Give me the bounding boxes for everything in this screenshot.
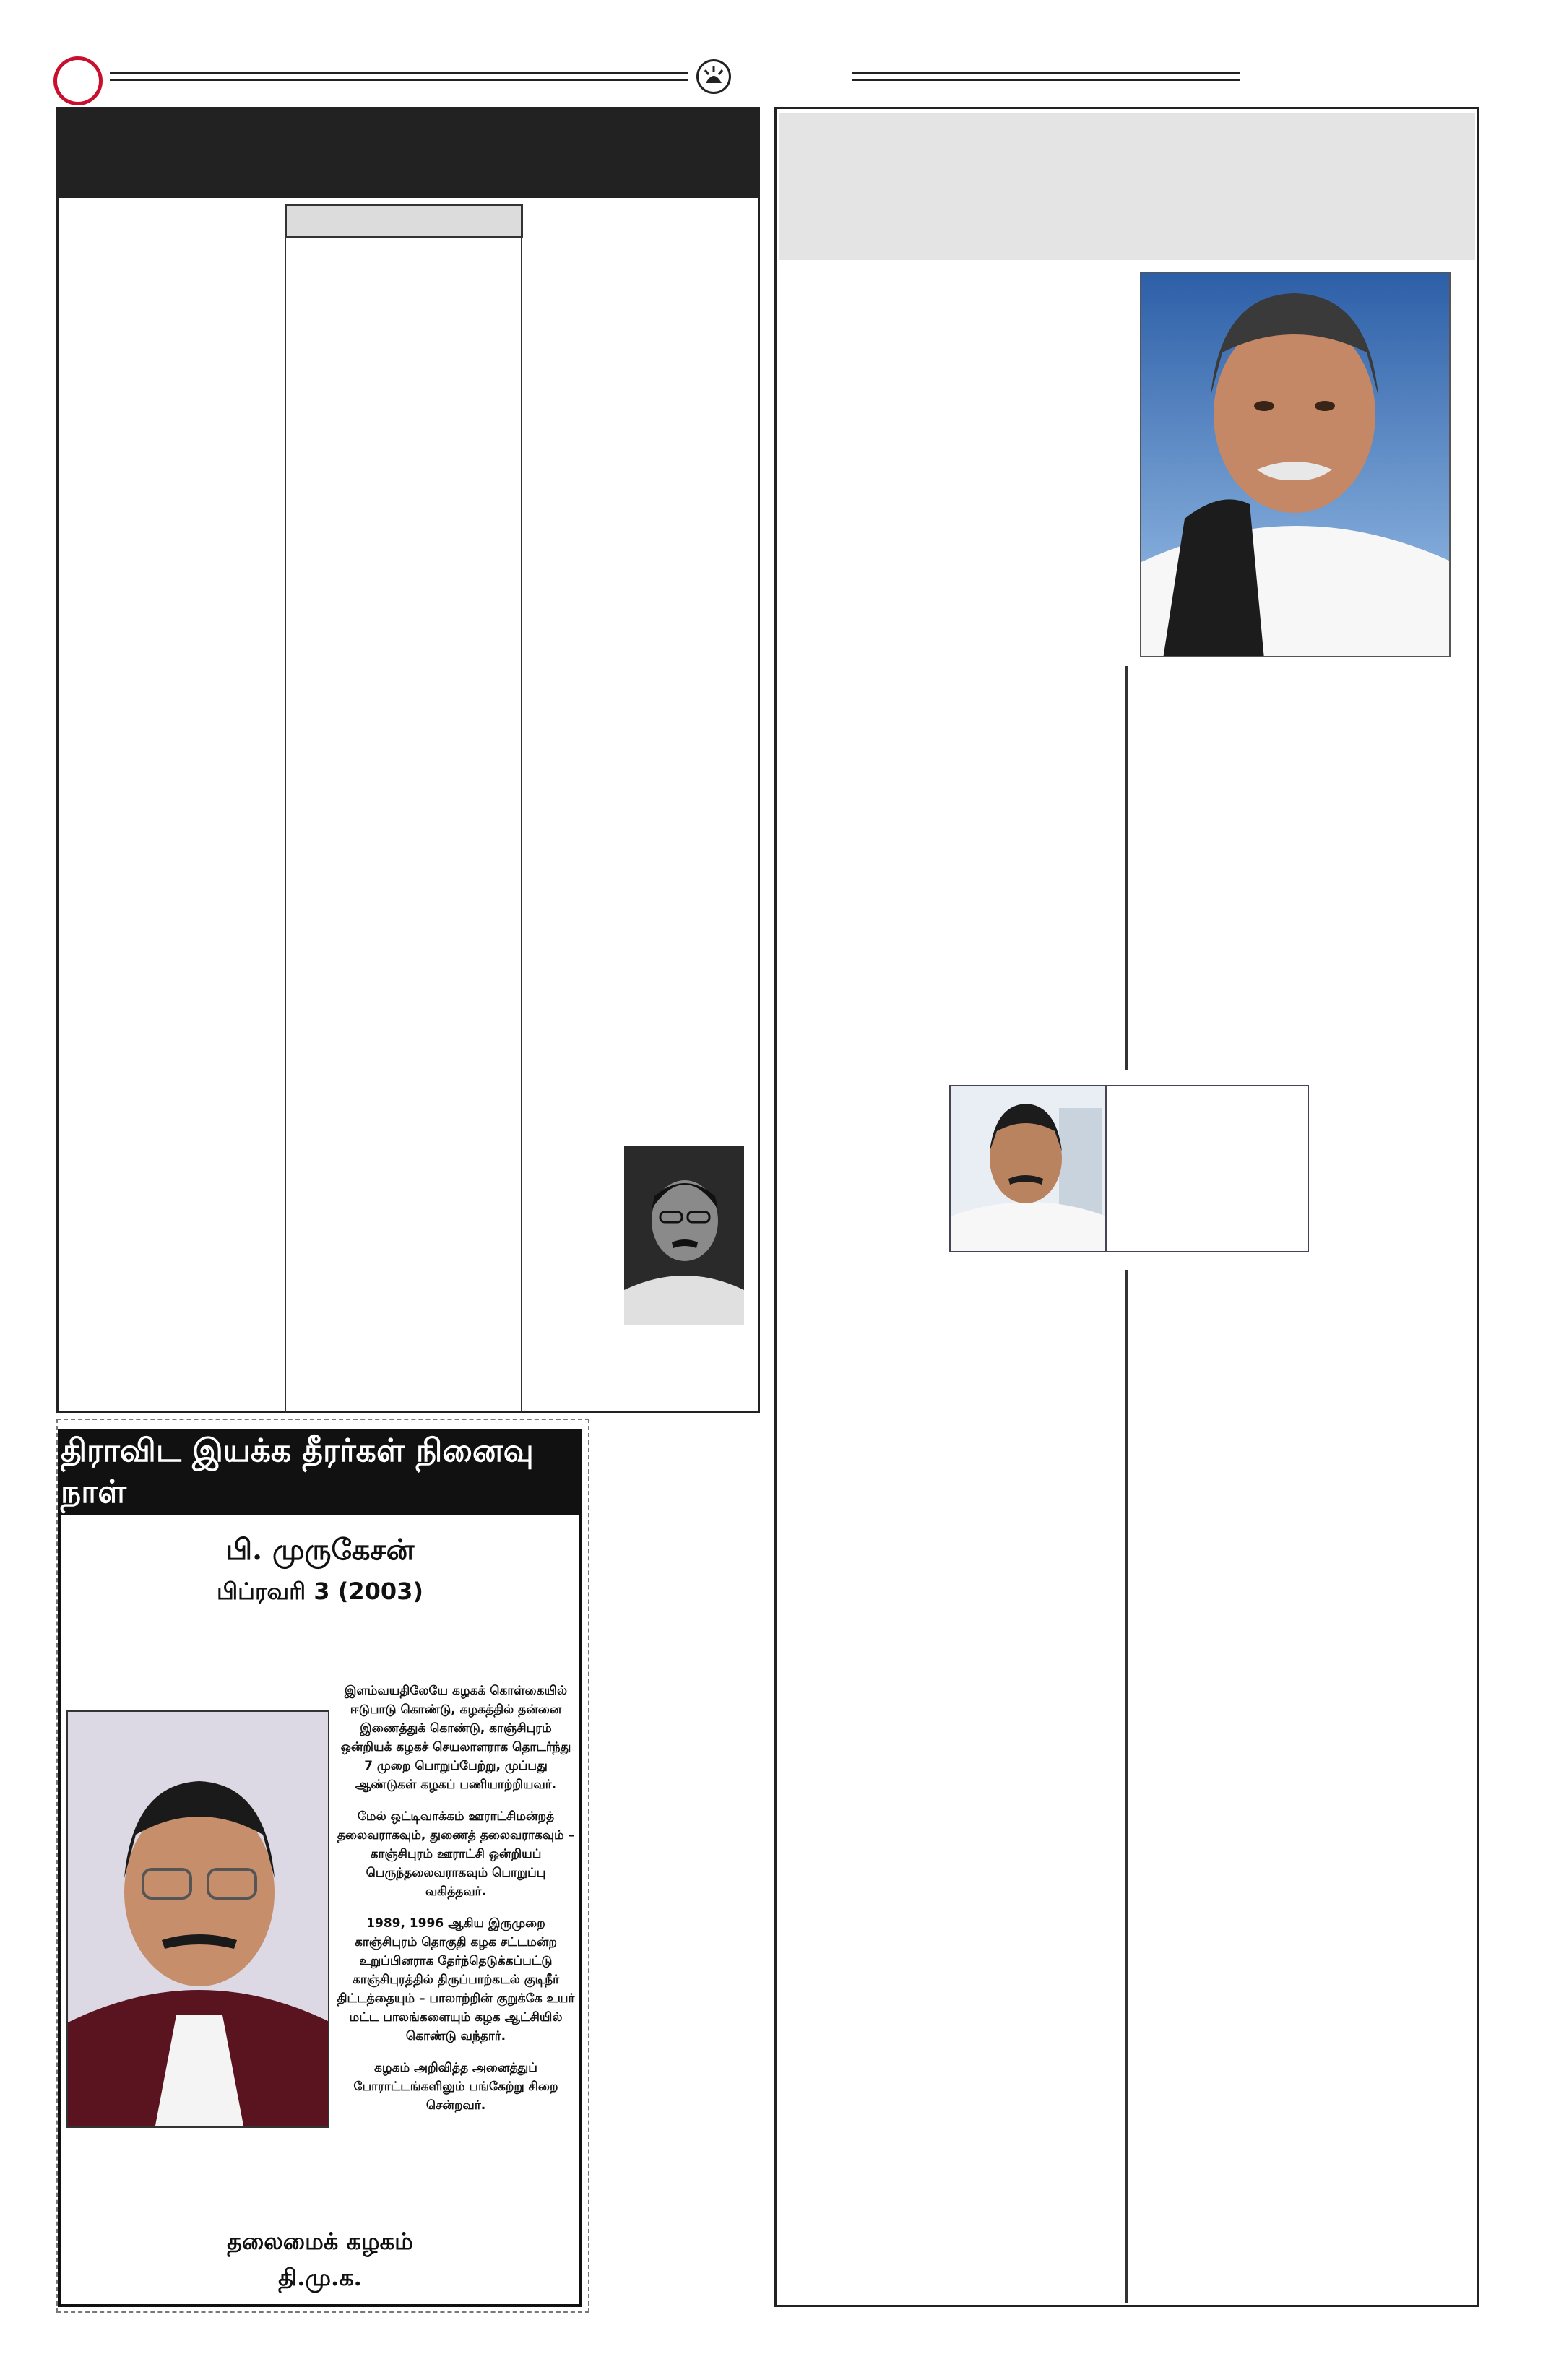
column-subhead-box (285, 204, 523, 238)
memorial-portrait-photo (66, 1710, 329, 2128)
column-divider (1125, 1270, 1128, 2303)
rising-sun-icon (696, 59, 731, 94)
biography-paragraph: 1989, 1996 ஆகிய இருமுறை காஞ்சிபுரம் தொகுதி கழக சட்டமன்ற உறுப்பினராக தேர்ந்தெடுக்கப்பட்டு காஞ்சிபுரத்தில் திருப்பாற்கடல் குடிநீர் திட்டத்தையும் – பாலாற்றின் குறுக்கே உயர் மட்ட பாலங்களையும் கழக ஆட்சியில் கொண்டு வந்தார். (337, 1916, 575, 2043)
circle-logo-icon (53, 56, 103, 105)
portrait-photo-large (1140, 272, 1451, 657)
biography-paragraph: இளம்வயதிலேயே கழகக் கொள்கையில் ஈடுபாடு கொண்டு, கழகத்தில் தன்னை இணைத்துக் கொண்டு, காஞ்சிபுரம் ஒன்றியக் கழகச் செயலாளராக தொடர்ந்து 7 முறை பொறுப்பேற்று, முப்பது ஆண்டுகள் கழகப் பணியாற்றியவர். (340, 1684, 571, 1792)
memorial-date: பிப்ரவரி 3 (2003) (216, 1578, 424, 1605)
right-article-headline-box (779, 113, 1475, 260)
memorial-biography (337, 1682, 575, 2128)
column-divider (521, 238, 522, 1413)
biography-paragraph: கழகம் அறிவித்த அனைத்துப் போராட்டங்களிலும் பங்கேற்று சிறை சென்றவர். (353, 2061, 558, 2113)
inset-portrait-photo (951, 1086, 1107, 1251)
portrait-photo-small (624, 1146, 744, 1325)
left-article-headline-bar (58, 108, 758, 198)
column-divider (1125, 666, 1128, 1070)
biography-paragraph: மேல் ஒட்டிவாக்கம் ஊராட்சிமன்றத் தலைவராகவும், துணைத் தலைவராகவும் – காஞ்சிபுரம் ஊராட்சி ஒன்றியப் பெருந்தலைவராகவும் பொறுப்பு வகித்தவர். (337, 1809, 575, 1899)
header-rule-right (852, 72, 1240, 81)
memorial-footer-party: தி.மு.க. (278, 2264, 362, 2291)
memorial-banner: திராவிட இயக்க தீரர்கள் நினைவு நாள் (61, 1432, 579, 1515)
memorial-footer-org: தலைமைக் கழகம் (227, 2228, 413, 2255)
header-rule-left (110, 72, 688, 81)
column-divider (285, 238, 286, 1413)
memorial-name: பி. முருகேசன் (225, 1533, 415, 1567)
